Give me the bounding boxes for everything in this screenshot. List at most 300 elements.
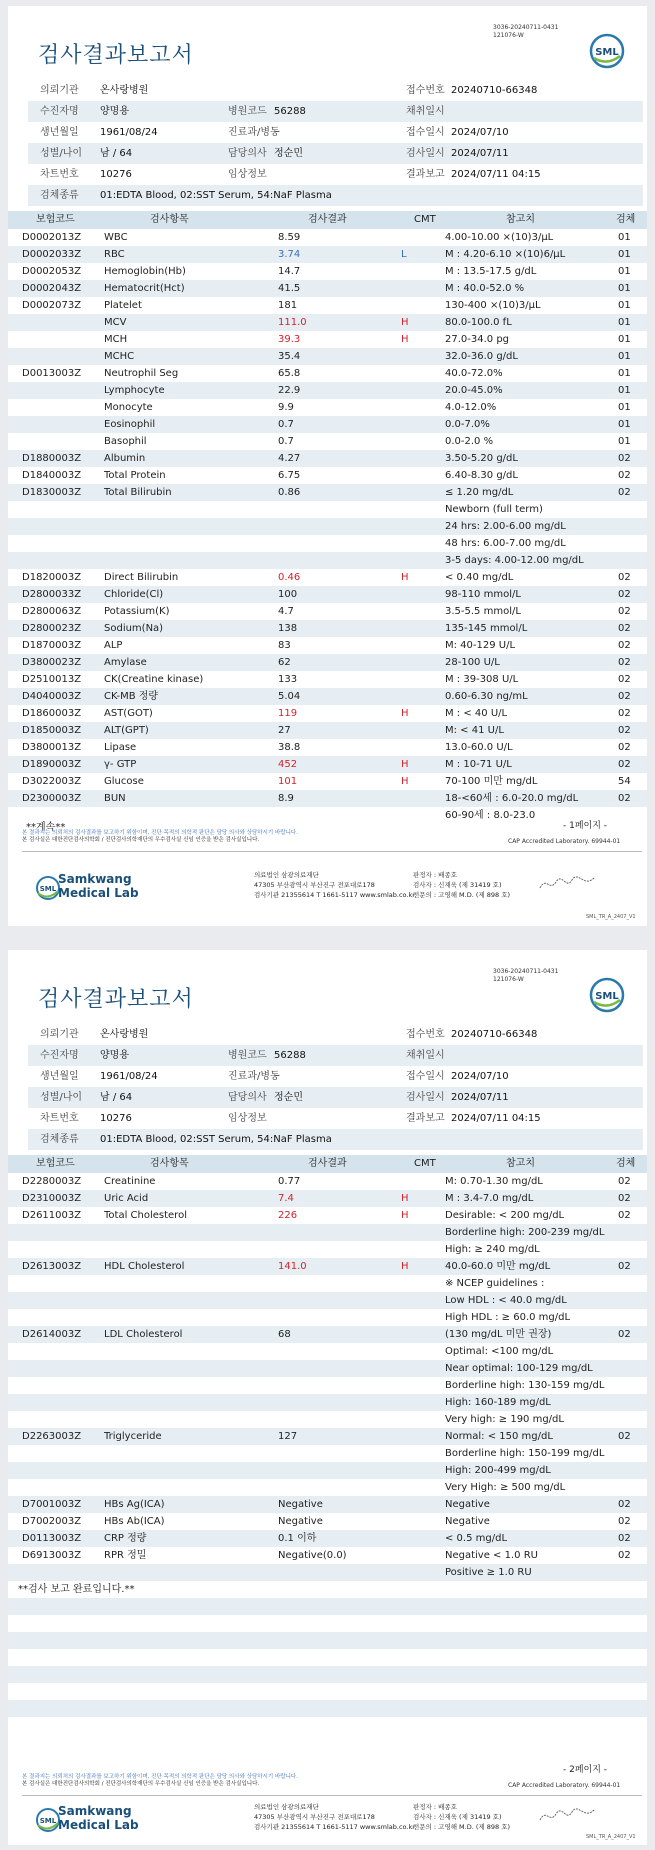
insurance-code: D2800063Z — [22, 606, 82, 617]
test-result: 9.9 — [278, 402, 294, 413]
svg-text:SML: SML — [595, 991, 619, 1002]
reference-range: Borderline high: 130-159 mg/dL — [445, 1380, 605, 1391]
reference-range: M : 13.5-17.5 g/dL — [445, 266, 537, 277]
table-row — [8, 416, 647, 433]
hospital-code: 56288 — [274, 1050, 306, 1061]
reference-range: Negative — [445, 1499, 490, 1510]
insurance-code: D1850003Z — [22, 725, 82, 736]
insurance-code: D3800023Z — [22, 657, 82, 668]
reference-range: Very High: ≥ 500 mg/dL — [445, 1482, 566, 1493]
institution: 온사랑병원 — [100, 85, 149, 96]
test-result: 138 — [278, 623, 298, 634]
receipt-number: 20240710-66348 — [451, 85, 538, 96]
table-row — [8, 1326, 647, 1343]
test-result: Negative — [278, 1499, 323, 1510]
test-date: 2024/07/11 — [451, 1092, 509, 1103]
insurance-code: D2800033Z — [22, 589, 82, 600]
table-row — [8, 654, 647, 671]
table-row — [8, 671, 647, 688]
signature-icon — [538, 874, 598, 894]
table-header: 보험코드 검사항목 검사결과 CMT 참고치 검체 — [8, 1155, 647, 1173]
insurance-code: D0013003Z — [22, 368, 82, 379]
specimen-code: 01 — [618, 402, 631, 413]
specimen-code: 02 — [618, 623, 631, 634]
reference-range: ≤ 1.20 mg/dL — [445, 487, 514, 498]
reference-range: 28-100 U/L — [445, 657, 500, 668]
specimen-code: 01 — [618, 266, 631, 277]
sex-age: 남 / 64 — [100, 148, 133, 159]
insurance-code: D0002013Z — [22, 232, 82, 243]
reference-range: 40.0-60.0 미만 mg/dL — [445, 1261, 551, 1272]
table-row — [8, 756, 647, 773]
specimen-code: 02 — [618, 589, 631, 600]
signature-icon — [538, 1806, 598, 1826]
test-result: 6.75 — [278, 470, 301, 481]
reference-range: M : 39-308 U/L — [445, 674, 519, 685]
table-row — [8, 1411, 647, 1428]
sml-logo-icon — [588, 976, 626, 1014]
reference-range: 13.0-60.0 U/L — [445, 742, 513, 753]
table-row — [8, 552, 647, 569]
table-row — [8, 620, 647, 637]
specimen-code: 02 — [618, 1193, 631, 1204]
table-row — [8, 1513, 647, 1530]
result-flag: H — [401, 776, 409, 787]
brand-name: Samkwang Medical Lab — [58, 872, 139, 900]
reference-range: 40.0-72.0% — [445, 368, 503, 379]
document-id: 3036-20240711-0431 121076-W — [493, 24, 559, 39]
specimen-code: 02 — [618, 657, 631, 668]
insurance-code: D1840003Z — [22, 470, 82, 481]
reference-range: Desirable: < 200 mg/dL — [445, 1210, 565, 1221]
table-row — [8, 297, 647, 314]
reference-range: M : < 40 U/L — [445, 708, 508, 719]
doctor: 정순민 — [274, 148, 303, 159]
specimen-code: 02 — [618, 1176, 631, 1187]
table-row — [8, 1479, 647, 1496]
insurance-code: D2614003Z — [22, 1329, 82, 1340]
disclaimer: 본 결과지는 의뢰처의 검사결과를 보고하기 위함이며, 진단 목적의 의학적 판단은 담당 의사와 상담하시기 바랍니다. 본 검사실은 대한진단검사의학회 / 진단검사의학재단의 우수검사실 신임 인증을 받은 검사실입니다. — [22, 1774, 298, 1787]
table-row — [8, 263, 647, 280]
reference-range: High: ≥ 240 mg/dL — [445, 1244, 540, 1255]
test-name: Lymphocyte — [104, 385, 165, 396]
specimen-code: 01 — [618, 385, 631, 396]
test-name: Neutrophil Seg — [104, 368, 179, 379]
chart-number: 10276 — [100, 1113, 132, 1124]
test-name: Creatinine — [104, 1176, 156, 1187]
table-row — [8, 382, 647, 399]
cap-accreditation: CAP Accredited Laboratory. 69944-01 — [508, 1782, 621, 1789]
insurance-code: D1860003Z — [22, 708, 82, 719]
specimen-code: 02 — [618, 1431, 631, 1442]
table-row — [8, 790, 647, 807]
table-row — [8, 501, 647, 518]
test-name: Albumin — [104, 453, 146, 464]
reference-range: High: 200-499 mg/dL — [445, 1465, 551, 1476]
test-name: Glucose — [104, 776, 144, 787]
test-result: 14.7 — [278, 266, 301, 277]
reference-range: M : 40.0-52.0 % — [445, 283, 525, 294]
empty-row — [8, 1683, 647, 1700]
table-row — [8, 280, 647, 297]
test-result: 22.9 — [278, 385, 301, 396]
continue-note: **계속** — [26, 822, 66, 833]
lab-info: 의료법인 삼광의료재단 47305 부산광역시 부산진구 전포대로178 검사기관 21355614 T 1661-5117 www.smlab.co.kr — [254, 1803, 415, 1831]
test-name: RBC — [104, 249, 125, 260]
reference-range: 20.0-45.0% — [445, 385, 503, 396]
reference-range: 0.60-6.30 ng/mL — [445, 691, 528, 702]
test-result: 181 — [278, 300, 298, 311]
table-row — [8, 773, 647, 790]
test-result: 27 — [278, 725, 291, 736]
receipt-date: 2024/07/10 — [451, 1071, 509, 1082]
table-row — [8, 1462, 647, 1479]
test-name: LDL Cholesterol — [104, 1329, 183, 1340]
table-row — [8, 229, 647, 246]
table-row — [8, 722, 647, 739]
specimen-code: 02 — [618, 470, 631, 481]
table-row — [8, 1207, 647, 1224]
specimen-code: 02 — [618, 793, 631, 804]
result-flag: H — [401, 1261, 409, 1272]
table-row — [8, 807, 647, 824]
report-time: 2024/07/11 04:15 — [451, 1113, 541, 1124]
table-row — [8, 1496, 647, 1513]
reference-range: 3-5 days: 4.00-12.00 mg/dL — [445, 555, 584, 566]
hospital-code: 56288 — [274, 106, 306, 117]
table-row — [8, 569, 647, 586]
staff-info: 판정자 : 배종호 검사자 : 신재욱 (제 31419 호) 전문의 : 고영해 M.D. (제 898 호) — [413, 1803, 511, 1831]
test-result: 100 — [278, 589, 298, 600]
specimen-code: 02 — [618, 1261, 631, 1272]
table-row — [8, 688, 647, 705]
specimen-types: 01:EDTA Blood, 02:SST Serum, 54:NaF Plasma — [100, 190, 332, 201]
patient-header: 의뢰기관 온사랑병원 접수번호 20240710-66348 수진자명 양명용 병원코드 56288 채취일시 생년월일 1961/08/24 진료과/병동 접수일시 2024/07/10 성별/나이 남 / 64 담당의사 정순민 검사일시 2024/07/11 차트번호 10276 임상정보 결과보고 2024/07/11 04:15 검체종류 01:EDTA Blood, 02:SST Serum, 54:NaF Plasma — [28, 80, 643, 206]
staff-info: 판정자 : 배종호 검사자 : 신재욱 (제 31419 호) 전문의 : 고영해 M.D. (제 898 호) — [413, 871, 511, 899]
table-row — [8, 1377, 647, 1394]
result-flag: H — [401, 1193, 409, 1204]
test-result: 41.5 — [278, 283, 301, 294]
test-name: AST(GOT) — [104, 708, 153, 719]
insurance-code: D2611003Z — [22, 1210, 82, 1221]
reference-range: 24 hrs: 2.00-6.00 mg/dL — [445, 521, 566, 532]
reference-range: M: 0.70-1.30 mg/dL — [445, 1176, 543, 1187]
table-row — [8, 1360, 647, 1377]
specimen-code: 02 — [618, 1329, 631, 1340]
table-row — [8, 314, 647, 331]
empty-row — [8, 1666, 647, 1683]
birth-date: 1961/08/24 — [100, 127, 158, 138]
table-row — [8, 1292, 647, 1309]
test-name: Uric Acid — [104, 1193, 149, 1204]
reference-range: 32.0-36.0 g/dL — [445, 351, 518, 362]
reference-range: High: 160-189 mg/dL — [445, 1397, 551, 1408]
reference-range: 48 hrs: 6.00-7.00 mg/dL — [445, 538, 566, 549]
result-flag: H — [401, 759, 409, 770]
specimen-code: 01 — [618, 283, 631, 294]
results-table — [8, 1155, 647, 1734]
receipt-date: 2024/07/10 — [451, 127, 509, 138]
insurance-code: D7001003Z — [22, 1499, 82, 1510]
table-row — [8, 1428, 647, 1445]
specimen-code: 01 — [618, 436, 631, 447]
table-row — [8, 518, 647, 535]
table-row — [8, 467, 647, 484]
test-result: 0.1 이하 — [278, 1533, 317, 1544]
test-name: Potassium(K) — [104, 606, 170, 617]
table-row — [8, 1343, 647, 1360]
specimen-code: 02 — [618, 572, 631, 583]
insurance-code: D3800013Z — [22, 742, 82, 753]
specimen-code: 02 — [618, 606, 631, 617]
page-number: - 2페이지 - — [563, 1765, 608, 1775]
test-name: Direct Bilirubin — [104, 572, 179, 583]
table-row — [8, 331, 647, 348]
test-result: 8.9 — [278, 793, 294, 804]
test-result: 0.77 — [278, 1176, 301, 1187]
brand-name: Samkwang Medical Lab — [58, 1804, 139, 1832]
results-rows — [8, 229, 647, 824]
test-name: Total Cholesterol — [104, 1210, 187, 1221]
insurance-code: D6913003Z — [22, 1550, 82, 1561]
reference-range: 3.50-5.20 g/dL — [445, 453, 518, 464]
table-row — [8, 1309, 647, 1326]
empty-row — [8, 1700, 647, 1717]
empty-row — [8, 1717, 647, 1734]
table-row — [8, 586, 647, 603]
cap-accreditation: CAP Accredited Laboratory. 69944-01 — [508, 838, 621, 845]
table-row — [8, 739, 647, 756]
table-row — [8, 1530, 647, 1547]
test-result: 83 — [278, 640, 291, 651]
table-row — [8, 1224, 647, 1241]
table-row — [8, 1564, 647, 1581]
reference-range: M: < 41 U/L — [445, 725, 504, 736]
test-result: 0.46 — [278, 572, 301, 583]
reference-range: Negative < 1.0 RU — [445, 1550, 538, 1561]
insurance-code: D2280003Z — [22, 1176, 82, 1187]
reference-range: 98-110 mmol/L — [445, 589, 521, 600]
insurance-code: D1870003Z — [22, 640, 82, 651]
test-result: 452 — [278, 759, 298, 770]
empty-row — [8, 1649, 647, 1666]
insurance-code: D3022003Z — [22, 776, 82, 787]
test-name: HBs Ag(ICA) — [104, 1499, 165, 1510]
reference-range: High HDL : ≥ 60.0 mg/dL — [445, 1312, 571, 1323]
doctor: 정순민 — [274, 1092, 303, 1103]
reference-range: 6.40-8.30 g/dL — [445, 470, 518, 481]
insurance-code: D4040003Z — [22, 691, 82, 702]
institution: 온사랑병원 — [100, 1029, 149, 1040]
test-name: Lipase — [104, 742, 137, 753]
test-result: Negative — [278, 1516, 323, 1527]
reference-range: 70-100 미만 mg/dL — [445, 776, 538, 787]
result-flag: H — [401, 1210, 409, 1221]
page-title: 검사결과보고서 — [38, 43, 194, 68]
test-name: WBC — [104, 232, 128, 243]
specimen-code: 01 — [618, 317, 631, 328]
insurance-code: D0002033Z — [22, 249, 82, 260]
report-page-2 — [8, 950, 647, 1845]
table-row — [8, 1445, 647, 1462]
reference-range: 3.5-5.5 mmol/L — [445, 606, 521, 617]
test-result: 68 — [278, 1329, 291, 1340]
test-name: Total Bilirubin — [104, 487, 172, 498]
reference-range: Optimal: <100 mg/dL — [445, 1346, 554, 1357]
reference-range: Borderline high: 150-199 mg/dL — [445, 1448, 605, 1459]
reference-range: (130 mg/dL 미만 권장) — [445, 1329, 552, 1340]
test-result: 35.4 — [278, 351, 301, 362]
table-row — [8, 433, 647, 450]
results-rows — [8, 1173, 647, 1734]
reference-range: 0.0-2.0 % — [445, 436, 494, 447]
specimen-code: 02 — [618, 453, 631, 464]
insurance-code: D1880003Z — [22, 453, 82, 464]
test-result: 7.4 — [278, 1193, 294, 1204]
reference-range: Borderline high: 200-239 mg/dL — [445, 1227, 605, 1238]
specimen-code: 01 — [618, 300, 631, 311]
page-number: - 1페이지 - — [563, 821, 608, 831]
insurance-code: D2310003Z — [22, 1193, 82, 1204]
specimen-code: 02 — [618, 1210, 631, 1221]
test-result: 4.27 — [278, 453, 301, 464]
birth-date: 1961/08/24 — [100, 1071, 158, 1082]
test-name: HDL Cholesterol — [104, 1261, 185, 1272]
table-row — [8, 1241, 647, 1258]
specimen-code: 02 — [618, 691, 631, 702]
specimen-code: 01 — [618, 249, 631, 260]
test-name: CK-MB 정량 — [104, 691, 159, 702]
test-name: Amylase — [104, 657, 147, 668]
specimen-code: 02 — [618, 487, 631, 498]
empty-row — [8, 1632, 647, 1649]
specimen-code: 02 — [618, 1499, 631, 1510]
reference-range: < 0.40 mg/dL — [445, 572, 514, 583]
table-row — [8, 484, 647, 501]
table-row — [8, 1394, 647, 1411]
insurance-code: D2300003Z — [22, 793, 82, 804]
test-result: 39.3 — [278, 334, 301, 345]
test-result: 0.86 — [278, 487, 301, 498]
result-flag: H — [401, 708, 409, 719]
insurance-code: D1890003Z — [22, 759, 82, 770]
reference-range: 4.00-10.00 ×(10)3/μL — [445, 232, 554, 243]
table-row — [8, 365, 647, 382]
recipient-name: 양명용 — [100, 1050, 129, 1061]
reference-range: 27.0-34.0 pg — [445, 334, 510, 345]
specimen-code: 02 — [618, 674, 631, 685]
test-result: 3.74 — [278, 249, 301, 260]
sex-age: 남 / 64 — [100, 1092, 133, 1103]
test-name: BUN — [104, 793, 126, 804]
test-result: 62 — [278, 657, 291, 668]
report-page-1 — [8, 6, 647, 926]
test-result: 111.0 — [278, 317, 307, 328]
table-header: 보험코드 검사항목 검사결과 CMT 참고치 검체 — [8, 211, 647, 229]
table-row — [8, 1275, 647, 1292]
test-name: MCHC — [104, 351, 135, 362]
test-result: 226 — [278, 1210, 298, 1221]
form-id: SML_TR_A_2407_V1 — [586, 914, 636, 920]
specimen-code: 01 — [618, 334, 631, 345]
insurance-code: D0002053Z — [22, 266, 82, 277]
table-row — [8, 1173, 647, 1190]
reference-range: ※ NCEP guidelines : — [445, 1278, 545, 1289]
test-result: 65.8 — [278, 368, 301, 379]
test-name: CK(Creatine kinase) — [104, 674, 204, 685]
test-name: CRP 정량 — [104, 1533, 147, 1544]
svg-text:SML: SML — [595, 47, 619, 58]
recipient-name: 양명용 — [100, 106, 129, 117]
insurance-code: D1830003Z — [22, 487, 82, 498]
specimen-code: 02 — [618, 640, 631, 651]
table-row — [8, 705, 647, 722]
insurance-code: D0002043Z — [22, 283, 82, 294]
specimen-code: 02 — [618, 1550, 631, 1561]
test-name: Platelet — [104, 300, 142, 311]
result-flag: L — [401, 249, 407, 260]
specimen-code: 02 — [618, 708, 631, 719]
specimen-code: 02 — [618, 725, 631, 736]
specimen-code: 02 — [618, 742, 631, 753]
table-row — [8, 450, 647, 467]
test-name: MCH — [104, 334, 128, 345]
receipt-number: 20240710-66348 — [451, 1029, 538, 1040]
divider — [22, 1795, 642, 1796]
svg-text:SML: SML — [39, 1817, 57, 1825]
reference-range: 130-400 ×(10)3/μL — [445, 300, 541, 311]
test-result: 8.59 — [278, 232, 301, 243]
specimen-code: 02 — [618, 1533, 631, 1544]
reference-range: < 0.5 mg/dL — [445, 1533, 508, 1544]
lab-info: 의료법인 삼광의료재단 47305 부산광역시 부산진구 전포대로178 검사기관 21355614 T 1661-5117 www.smlab.co.kr — [254, 871, 415, 899]
table-row — [8, 535, 647, 552]
reference-range: 135-145 mmol/L — [445, 623, 528, 634]
report-complete-note: **검사 보고 완료입니다.** — [18, 1584, 135, 1595]
test-result: 38.8 — [278, 742, 301, 753]
specimen-types: 01:EDTA Blood, 02:SST Serum, 54:NaF Plasma — [100, 1134, 332, 1145]
test-name: Eosinophil — [104, 419, 156, 430]
test-result: 4.7 — [278, 606, 294, 617]
insurance-code: D2800023Z — [22, 623, 82, 634]
test-result: Negative(0.0) — [278, 1550, 347, 1561]
page-title: 검사결과보고서 — [38, 987, 194, 1012]
reference-range: 0.0-7.0% — [445, 419, 490, 430]
reference-range: Newborn (full term) — [445, 504, 543, 515]
reference-range: Low HDL : < 40.0 mg/dL — [445, 1295, 567, 1306]
reference-range: 80.0-100.0 fL — [445, 317, 512, 328]
test-name: Triglyceride — [104, 1431, 162, 1442]
test-name: RPR 정밀 — [104, 1550, 147, 1561]
form-id: SML_TR_A_2407_V1 — [586, 1834, 636, 1840]
table-row — [8, 348, 647, 365]
table-row — [8, 603, 647, 620]
sml-logo-icon — [588, 32, 626, 70]
specimen-code: 02 — [618, 759, 631, 770]
insurance-code: D2510013Z — [22, 674, 82, 685]
reference-range: Near optimal: 100-129 mg/dL — [445, 1363, 593, 1374]
reference-range: M : 10-71 U/L — [445, 759, 512, 770]
test-name: γ- GTP — [104, 759, 137, 770]
reference-range: Positive ≥ 1.0 RU — [445, 1567, 532, 1578]
reference-range: M : 3.4-7.0 mg/dL — [445, 1193, 534, 1204]
specimen-code: 01 — [618, 351, 631, 362]
reference-range: Very high: ≥ 190 mg/dL — [445, 1414, 564, 1425]
patient-header: 의뢰기관 온사랑병원 접수번호 20240710-66348 수진자명 양명용 병원코드 56288 채취일시 생년월일 1961/08/24 진료과/병동 접수일시 2024/07/10 성별/나이 남 / 64 담당의사 정순민 검사일시 2024/07/11 차트번호 10276 임상정보 결과보고 2024/07/11 04:15 검체종류 01:EDTA Blood, 02:SST Serum, 54:NaF Plasma — [28, 1024, 643, 1150]
test-name: Hematocrit(Hct) — [104, 283, 185, 294]
reference-range: 4.0-12.0% — [445, 402, 497, 413]
reference-range: M: 40-129 U/L — [445, 640, 516, 651]
